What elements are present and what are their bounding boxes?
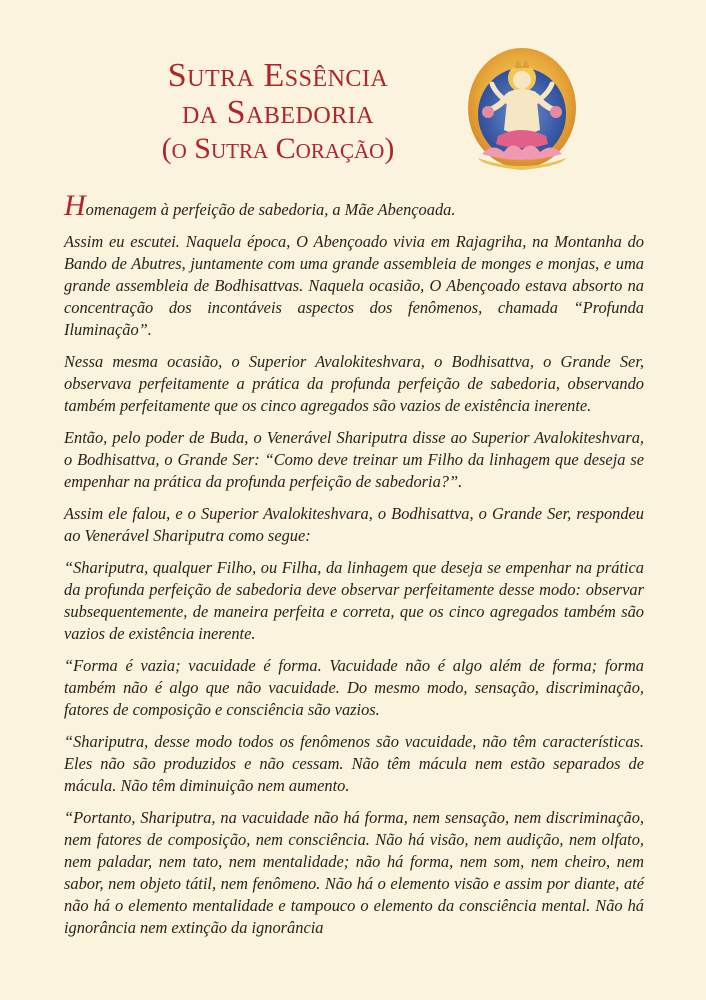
paragraph: “Shariputra, desse modo todos os fenômenos são vacuidade, não têm características. Eles não são produzidos e não cessam. Não têm mácula nem estão separados de mácula. Não têm diminuição nem aumento. xyxy=(64,732,644,795)
title-line-2: da Sabedoria xyxy=(181,93,375,131)
drop-cap: H xyxy=(64,189,86,222)
paragraph: Então, pelo poder de Buda, o Venerável Shariputra disse ao Superior Avalokiteshvara, o Bodhisattva, o Grande Ser: “Como deve treinar um Filho da linhagem que deseja se empenhar na prática da profunda perfeição de sabedoria?”. xyxy=(64,428,644,491)
paragraph: Assim eu escutei. Naquela época, O Abençoado vivia em Rajagriha, na Montanha do Bando de Abutres, juntamente com uma grande assembleia de monges e monjas, e uma grande assembleia de Bodhisattvas. Naquela ocasião, O Abençoado estava absorto na concentração dos incontáveis aspectos dos fenômenos, chamada “Profunda Iluminação”. xyxy=(64,232,644,339)
bodhisattva-lotus-figure-icon xyxy=(452,44,592,184)
sutra-text xyxy=(64,189,644,949)
title-line-1: Sutra Essência xyxy=(167,57,389,94)
paragraph: “Portanto, Shariputra, na vacuidade não há forma, nem sensação, nem discriminação, nem fatores de composição, nem consciência. Não há visão, nem audição, nem olfato, nem paladar, nem tato, nem mentalidade; não há forma, nem som, nem cheiro, nem sabor, nem objeto tátil, nem fenômeno. Não há o elemento visão e assim por diante, até não há o elemento mentalidade e tampouco o elemento da consciência mental. Não há ignorância nem extinção da ignorância xyxy=(64,808,644,937)
title-block xyxy=(120,58,436,166)
paragraph: “Forma é vazia; vacuidade é forma. Vacuidade não é algo além de forma; forma também não é algo que não vacuidade. Do mesmo modo, sensação, discriminação, fatores de composição e consciência são vazios. xyxy=(64,656,644,719)
paragraph: Assim ele falou, e o Superior Avalokiteshvara, o Bodhisattva, o Grande Ser, respondeu ao Venerável Shariputra como segue: xyxy=(64,504,644,545)
subtitle: (o Sutra Coração) xyxy=(161,132,395,166)
paragraph: “Shariputra, qualquer Filho, ou Filha, da linhagem que deseja se empenhar na prática da profunda perfeição de sabedoria deve observar perfeitamente desse modo: observar subsequentemente, de maneira perfeita e correta, que os cinco agregados também são vazios de existência inerente. xyxy=(64,558,644,643)
opening-rest: omenagem à perfeição de sabedoria, a Mãe Abençoada. xyxy=(85,200,456,219)
paragraph: Nessa mesma ocasião, o Superior Avalokiteshvara, o Bodhisattva, o Grande Ser, observava perfeitamente a prática da profunda perfeição de sabedoria, observando também perfeitamente que os cinco agregados são vazios de existência inerente. xyxy=(64,352,644,415)
opening-line xyxy=(64,189,644,222)
